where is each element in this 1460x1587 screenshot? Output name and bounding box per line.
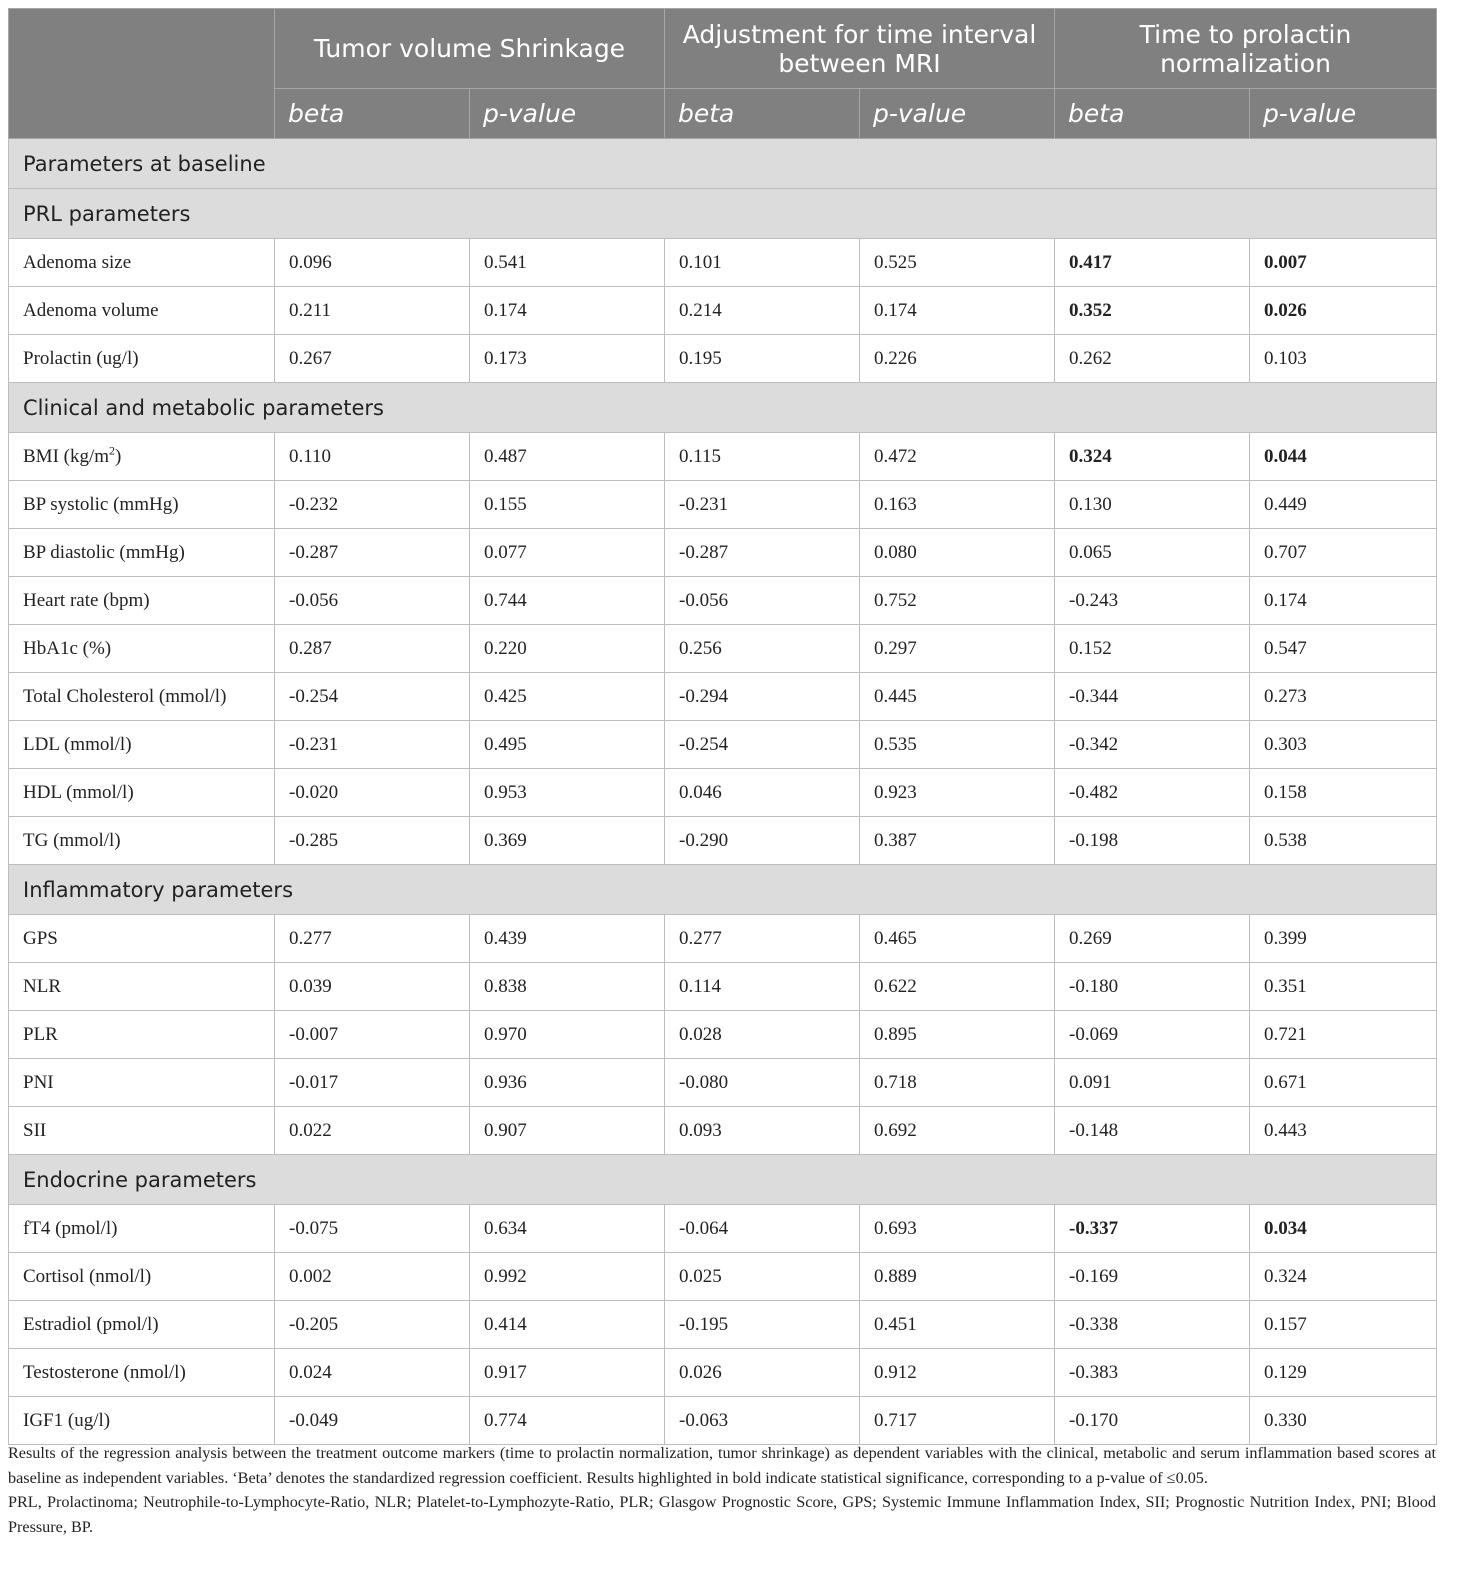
beta-cell: 0.195 [665, 335, 860, 383]
beta-cell: -0.254 [275, 673, 470, 721]
beta-cell: 0.065 [1055, 529, 1250, 577]
row-label-superscript: 2 [109, 443, 116, 458]
beta-cell: 0.211 [275, 287, 470, 335]
beta-cell: 0.115 [665, 433, 860, 481]
beta-cell: 0.091 [1055, 1059, 1250, 1107]
table-row [9, 1397, 1437, 1445]
row-label: BP diastolic (mmHg) [9, 529, 275, 577]
beta-cell: 0.110 [275, 433, 470, 481]
beta-cell: 0.114 [665, 963, 860, 1011]
row-label: GPS [9, 915, 275, 963]
beta-cell: -0.020 [275, 769, 470, 817]
p-value-cell: 0.174 [1250, 577, 1437, 625]
beta-cell: -0.075 [275, 1205, 470, 1253]
p-value-cell: 0.895 [860, 1011, 1055, 1059]
p-value-cell: 0.718 [860, 1059, 1055, 1107]
p-value-cell: 0.369 [470, 817, 665, 865]
p-value-cell: 0.297 [860, 625, 1055, 673]
beta-cell: -0.080 [665, 1059, 860, 1107]
corner-header-cell [9, 9, 275, 139]
beta-cell: -0.231 [665, 481, 860, 529]
section-title: Clinical and metabolic parameters [9, 383, 1437, 433]
p-value-cell: 0.693 [860, 1205, 1055, 1253]
beta-cell: 0.093 [665, 1107, 860, 1155]
beta-cell: -0.232 [275, 481, 470, 529]
p-value-cell: 0.425 [470, 673, 665, 721]
section-title: Inflammatory parameters [9, 865, 1437, 915]
table-row [9, 335, 1437, 383]
row-label: PLR [9, 1011, 275, 1059]
beta-cell: -0.337 [1055, 1205, 1250, 1253]
table-row [9, 433, 1437, 481]
p-value-cell: 0.330 [1250, 1397, 1437, 1445]
row-label: HDL (mmol/l) [9, 769, 275, 817]
beta-cell: 0.324 [1055, 433, 1250, 481]
p-value-cell: 0.451 [860, 1301, 1055, 1349]
row-label: NLR [9, 963, 275, 1011]
p-value-cell: 0.026 [1250, 287, 1437, 335]
p-value-cell: 0.157 [1250, 1301, 1437, 1349]
row-label: Adenoma volume [9, 287, 275, 335]
p-value-cell: 0.634 [470, 1205, 665, 1253]
p-value-cell: 0.547 [1250, 625, 1437, 673]
p-value-cell: 0.774 [470, 1397, 665, 1445]
footnote-abbreviations: PRL, Prolactinoma; Neutrophile-to-Lymphocyte-Ratio, NLR; Platelet-to-Lymphozyte-Ratio, PLR; Glasgow Prognostic Score, GPS; Systemic Immune Inflammation Index, SII; Prognostic Nutrition Index, PNI; Blood Pressure, BP. [8, 1493, 1436, 1536]
beta-cell: -0.243 [1055, 577, 1250, 625]
beta-cell: 0.130 [1055, 481, 1250, 529]
p-value-cell: 0.044 [1250, 433, 1437, 481]
p-value-cell: 0.220 [470, 625, 665, 673]
p-value-cell: 0.752 [860, 577, 1055, 625]
table-row [9, 1107, 1437, 1155]
row-label: PNI [9, 1059, 275, 1107]
p-value-cell: 0.692 [860, 1107, 1055, 1155]
row-label: LDL (mmol/l) [9, 721, 275, 769]
beta-cell: -0.198 [1055, 817, 1250, 865]
p-value-cell: 0.103 [1250, 335, 1437, 383]
p-value-cell: 0.034 [1250, 1205, 1437, 1253]
p-value-cell: 0.838 [470, 963, 665, 1011]
beta-cell: -0.482 [1055, 769, 1250, 817]
row-label: Cortisol (nmol/l) [9, 1253, 275, 1301]
row-label: Estradiol (pmol/l) [9, 1301, 275, 1349]
beta-cell: -0.180 [1055, 963, 1250, 1011]
p-value-cell: 0.129 [1250, 1349, 1437, 1397]
p-value-cell: 0.472 [860, 433, 1055, 481]
p-value-cell: 0.174 [860, 287, 1055, 335]
row-label: BP systolic (mmHg) [9, 481, 275, 529]
beta-cell: -0.254 [665, 721, 860, 769]
p-value-cell: 0.917 [470, 1349, 665, 1397]
p-value-cell: 0.744 [470, 577, 665, 625]
row-label: Heart rate (bpm) [9, 577, 275, 625]
table-container [8, 8, 1436, 1445]
beta-cell: -0.169 [1055, 1253, 1250, 1301]
beta-cell: 0.277 [275, 915, 470, 963]
p-value-cell: 0.163 [860, 481, 1055, 529]
p-value-cell: 0.538 [1250, 817, 1437, 865]
p-value-cell: 0.907 [470, 1107, 665, 1155]
p-value-cell: 0.923 [860, 769, 1055, 817]
subheader-beta: beta [275, 89, 470, 139]
beta-cell: 0.039 [275, 963, 470, 1011]
p-value-cell: 0.080 [860, 529, 1055, 577]
row-label: Testosterone (nmol/l) [9, 1349, 275, 1397]
beta-cell: 0.262 [1055, 335, 1250, 383]
table-row [9, 1011, 1437, 1059]
p-value-cell: 0.535 [860, 721, 1055, 769]
beta-cell: 0.269 [1055, 915, 1250, 963]
p-value-cell: 0.399 [1250, 915, 1437, 963]
subheader-p-value: p-value [860, 89, 1055, 139]
beta-cell: 0.026 [665, 1349, 860, 1397]
table-footnotes [8, 1441, 1436, 1539]
beta-cell: 0.352 [1055, 287, 1250, 335]
beta-cell: -0.294 [665, 673, 860, 721]
section-row [9, 1155, 1437, 1205]
beta-cell: 0.046 [665, 769, 860, 817]
section-row [9, 189, 1437, 239]
p-value-cell: 0.077 [470, 529, 665, 577]
p-value-cell: 0.443 [1250, 1107, 1437, 1155]
beta-cell: -0.069 [1055, 1011, 1250, 1059]
section-title: Endocrine parameters [9, 1155, 1437, 1205]
table-row [9, 1059, 1437, 1107]
beta-cell: -0.231 [275, 721, 470, 769]
table-row [9, 481, 1437, 529]
subheader-p-value: p-value [470, 89, 665, 139]
row-label: Adenoma size [9, 239, 275, 287]
baseline-section-row [9, 139, 1437, 189]
section-row [9, 865, 1437, 915]
p-value-cell: 0.717 [860, 1397, 1055, 1445]
table-row [9, 915, 1437, 963]
p-value-cell: 0.439 [470, 915, 665, 963]
p-value-cell: 0.889 [860, 1253, 1055, 1301]
beta-cell: -0.064 [665, 1205, 860, 1253]
baseline-section-title: Parameters at baseline [9, 139, 1437, 189]
table-row [9, 769, 1437, 817]
beta-cell: -0.287 [275, 529, 470, 577]
table-row [9, 721, 1437, 769]
row-label: fT4 (pmol/l) [9, 1205, 275, 1253]
beta-cell: 0.025 [665, 1253, 860, 1301]
beta-cell: -0.049 [275, 1397, 470, 1445]
p-value-cell: 0.541 [470, 239, 665, 287]
beta-cell: -0.170 [1055, 1397, 1250, 1445]
p-value-cell: 0.721 [1250, 1011, 1437, 1059]
beta-cell: 0.022 [275, 1107, 470, 1155]
beta-cell: 0.096 [275, 239, 470, 287]
beta-cell: 0.214 [665, 287, 860, 335]
p-value-cell: 0.912 [860, 1349, 1055, 1397]
section-title: PRL parameters [9, 189, 1437, 239]
p-value-cell: 0.273 [1250, 673, 1437, 721]
table-row [9, 963, 1437, 1011]
row-label: TG (mmol/l) [9, 817, 275, 865]
beta-cell: -0.063 [665, 1397, 860, 1445]
row-label: HbA1c (%) [9, 625, 275, 673]
beta-cell: 0.277 [665, 915, 860, 963]
beta-cell: -0.205 [275, 1301, 470, 1349]
table-row [9, 1301, 1437, 1349]
table-row [9, 1205, 1437, 1253]
p-value-cell: 0.525 [860, 239, 1055, 287]
table-row [9, 1349, 1437, 1397]
p-value-cell: 0.324 [1250, 1253, 1437, 1301]
beta-cell: -0.287 [665, 529, 860, 577]
p-value-cell: 0.707 [1250, 529, 1437, 577]
p-value-cell: 0.936 [470, 1059, 665, 1107]
table-row [9, 673, 1437, 721]
beta-cell: 0.024 [275, 1349, 470, 1397]
subheader-beta: beta [665, 89, 860, 139]
p-value-cell: 0.303 [1250, 721, 1437, 769]
p-value-cell: 0.414 [470, 1301, 665, 1349]
group-header-adjustment: Adjustment for time interval between MRI [665, 9, 1055, 89]
p-value-cell: 0.449 [1250, 481, 1437, 529]
p-value-cell: 0.007 [1250, 239, 1437, 287]
beta-cell: -0.007 [275, 1011, 470, 1059]
beta-cell: 0.267 [275, 335, 470, 383]
beta-cell: -0.290 [665, 817, 860, 865]
table-body [9, 139, 1437, 1445]
p-value-cell: 0.173 [470, 335, 665, 383]
beta-cell: -0.342 [1055, 721, 1250, 769]
table-row [9, 625, 1437, 673]
beta-cell: -0.383 [1055, 1349, 1250, 1397]
table-row [9, 1253, 1437, 1301]
subheader-beta: beta [1055, 89, 1250, 139]
p-value-cell: 0.465 [860, 915, 1055, 963]
p-value-cell: 0.387 [860, 817, 1055, 865]
p-value-cell: 0.445 [860, 673, 1055, 721]
table-row [9, 577, 1437, 625]
beta-cell: -0.344 [1055, 673, 1250, 721]
p-value-cell: 0.671 [1250, 1059, 1437, 1107]
p-value-cell: 0.174 [470, 287, 665, 335]
table-row [9, 239, 1437, 287]
beta-cell: 0.152 [1055, 625, 1250, 673]
p-value-cell: 0.495 [470, 721, 665, 769]
subheader-p-value: p-value [1250, 89, 1437, 139]
beta-cell: 0.256 [665, 625, 860, 673]
beta-cell: -0.285 [275, 817, 470, 865]
beta-cell: 0.417 [1055, 239, 1250, 287]
beta-cell: 0.028 [665, 1011, 860, 1059]
p-value-cell: 0.622 [860, 963, 1055, 1011]
p-value-cell: 0.226 [860, 335, 1055, 383]
table-row [9, 817, 1437, 865]
row-label [9, 433, 275, 481]
row-label: Total Cholesterol (mmol/l) [9, 673, 275, 721]
row-label: Prolactin (ug/l) [9, 335, 275, 383]
p-value-cell: 0.970 [470, 1011, 665, 1059]
p-value-cell: 0.992 [470, 1253, 665, 1301]
p-value-cell: 0.487 [470, 433, 665, 481]
beta-cell: 0.287 [275, 625, 470, 673]
p-value-cell: 0.158 [1250, 769, 1437, 817]
p-value-cell: 0.351 [1250, 963, 1437, 1011]
group-header-prolactin-normalization: Time to prolactin normalization [1055, 9, 1437, 89]
beta-cell: -0.056 [275, 577, 470, 625]
table-row [9, 529, 1437, 577]
beta-cell: 0.101 [665, 239, 860, 287]
beta-cell: -0.148 [1055, 1107, 1250, 1155]
footnote-description: Results of the regression analysis between the treatment outcome markers (time to prolactin normalization, tumor shrinkage) as dependent variables with the clinical, metabolic and serum inflammation based scores at baseline as independent variables. ‘Beta’ denotes the standardized regression coefficient. Results highlighted in bold indicate statistical significance, corresponding to a p-value of ≤0.05. [8, 1444, 1436, 1487]
beta-cell: -0.195 [665, 1301, 860, 1349]
row-label-text: BMI (kg/m [23, 445, 110, 467]
beta-cell: -0.338 [1055, 1301, 1250, 1349]
group-header-shrinkage: Tumor volume Shrinkage [275, 9, 665, 89]
p-value-cell: 0.155 [470, 481, 665, 529]
p-value-cell: 0.953 [470, 769, 665, 817]
beta-cell: -0.017 [275, 1059, 470, 1107]
regression-table [8, 8, 1437, 1445]
row-label-suffix: ) [115, 445, 122, 467]
beta-cell: 0.002 [275, 1253, 470, 1301]
table-row [9, 287, 1437, 335]
beta-cell: -0.056 [665, 577, 860, 625]
row-label: IGF1 (ug/l) [9, 1397, 275, 1445]
row-label: SII [9, 1107, 275, 1155]
section-row [9, 383, 1437, 433]
